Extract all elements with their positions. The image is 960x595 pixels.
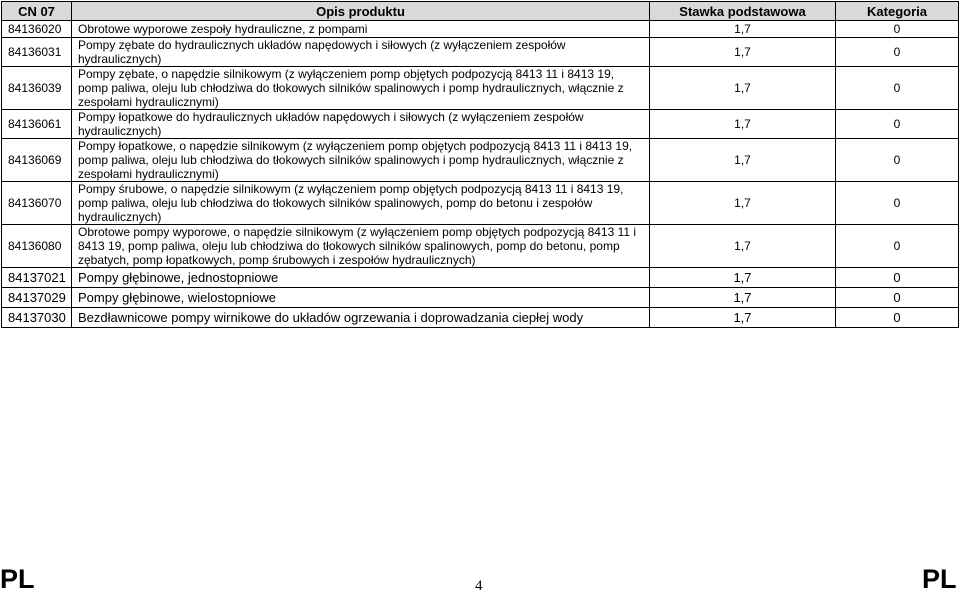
table-row bbox=[2, 110, 959, 139]
base-rate: 1,7 bbox=[650, 110, 836, 139]
product-description: Pompy śrubowe, o napędzie silnikowym (z wyłączeniem pomp objętych podpozycją 8413 11 i 8413 19, pomp paliwa, oleju lub chłodziwa do tłokowych silników spalinowych, pomp do betonu i zespołów hydraulicznych) bbox=[72, 182, 650, 225]
product-description: Pompy zębate do hydraulicznych układów napędowych i siłowych (z wyłączeniem zespołów hydraulicznych) bbox=[72, 38, 650, 67]
header-row bbox=[2, 2, 959, 21]
page-number: 4 bbox=[475, 578, 483, 594]
category: 0 bbox=[836, 268, 959, 288]
table-row bbox=[2, 225, 959, 268]
table-row bbox=[2, 182, 959, 225]
product-description: Pompy łopatkowe, o napędzie silnikowym (z wyłączeniem pomp objętych podpozycją 8413 11 i 8413 19, pomp paliwa, oleju lub chłodziwa do tłokowych silników spalinowych i pomp hydraulicznych, włącznie z zespołami hydraulicznymi) bbox=[72, 139, 650, 182]
cn-code: 84136070 bbox=[2, 182, 72, 225]
table-row bbox=[2, 268, 959, 288]
product-description: Pompy łopatkowe do hydraulicznych układów napędowych i siłowych (z wyłączeniem zespołów hydraulicznych) bbox=[72, 110, 650, 139]
base-rate: 1,7 bbox=[650, 182, 836, 225]
category: 0 bbox=[836, 288, 959, 308]
category: 0 bbox=[836, 38, 959, 67]
table-row bbox=[2, 139, 959, 182]
base-rate: 1,7 bbox=[650, 139, 836, 182]
cn-code: 84136080 bbox=[2, 225, 72, 268]
product-description: Pompy głębinowe, jednostopniowe bbox=[72, 268, 650, 288]
category: 0 bbox=[836, 182, 959, 225]
base-rate: 1,7 bbox=[650, 67, 836, 110]
base-rate: 1,7 bbox=[650, 38, 836, 67]
table-row bbox=[2, 38, 959, 67]
cn-code: 84136039 bbox=[2, 67, 72, 110]
cn-code: 84137021 bbox=[2, 268, 72, 288]
product-description: Obrotowe pompy wyporowe, o napędzie silnikowym (z wyłączeniem pomp objętych podpozycją 8413 11 i 8413 19, pomp paliwa, oleju lub chłodziwa do tłokowych silników spalinowych, pomp do betonu, pomp zębatych, pomp łopatkowych, pomp śrubowych i zespołów hydraulicznych) bbox=[72, 225, 650, 268]
base-rate: 1,7 bbox=[650, 268, 836, 288]
category: 0 bbox=[836, 308, 959, 328]
footer-country-code-right: PL bbox=[922, 564, 957, 594]
header-rate: Stawka podstawowa bbox=[650, 2, 836, 21]
category: 0 bbox=[836, 110, 959, 139]
base-rate: 1,7 bbox=[650, 225, 836, 268]
cn-code: 84136031 bbox=[2, 38, 72, 67]
product-description: Bezdławnicowe pompy wirnikowe do układów ogrzewania i doprowadzania ciepłej wody bbox=[72, 308, 650, 328]
table-row bbox=[2, 67, 959, 110]
product-description: Pompy głębinowe, wielostopniowe bbox=[72, 288, 650, 308]
table-row bbox=[2, 21, 959, 38]
header-category: Kategoria bbox=[836, 2, 959, 21]
category: 0 bbox=[836, 67, 959, 110]
category: 0 bbox=[836, 139, 959, 182]
base-rate: 1,7 bbox=[650, 308, 836, 328]
tariff-table bbox=[1, 1, 959, 328]
cn-code: 84136020 bbox=[2, 21, 72, 38]
header-description: Opis produktu bbox=[72, 2, 650, 21]
category: 0 bbox=[836, 21, 959, 38]
product-description: Obrotowe wyporowe zespoły hydrauliczne, z pompami bbox=[72, 21, 650, 38]
product-description: Pompy zębate, o napędzie silnikowym (z wyłączeniem pomp objętych podpozycją 8413 11 i 8413 19, pomp paliwa, oleju lub chłodziwa do tłokowych silników spalinowych i pomp hydraulicznych, włącznie z zespołami hydraulicznymi) bbox=[72, 67, 650, 110]
cn-code: 84137030 bbox=[2, 308, 72, 328]
cn-code: 84137029 bbox=[2, 288, 72, 308]
base-rate: 1,7 bbox=[650, 288, 836, 308]
cn-code: 84136069 bbox=[2, 139, 72, 182]
cn-code: 84136061 bbox=[2, 110, 72, 139]
table-row bbox=[2, 308, 959, 328]
base-rate: 1,7 bbox=[650, 21, 836, 38]
table-row bbox=[2, 288, 959, 308]
category: 0 bbox=[836, 225, 959, 268]
footer-country-code-left: PL bbox=[0, 564, 35, 594]
header-code: CN 07 bbox=[2, 2, 72, 21]
